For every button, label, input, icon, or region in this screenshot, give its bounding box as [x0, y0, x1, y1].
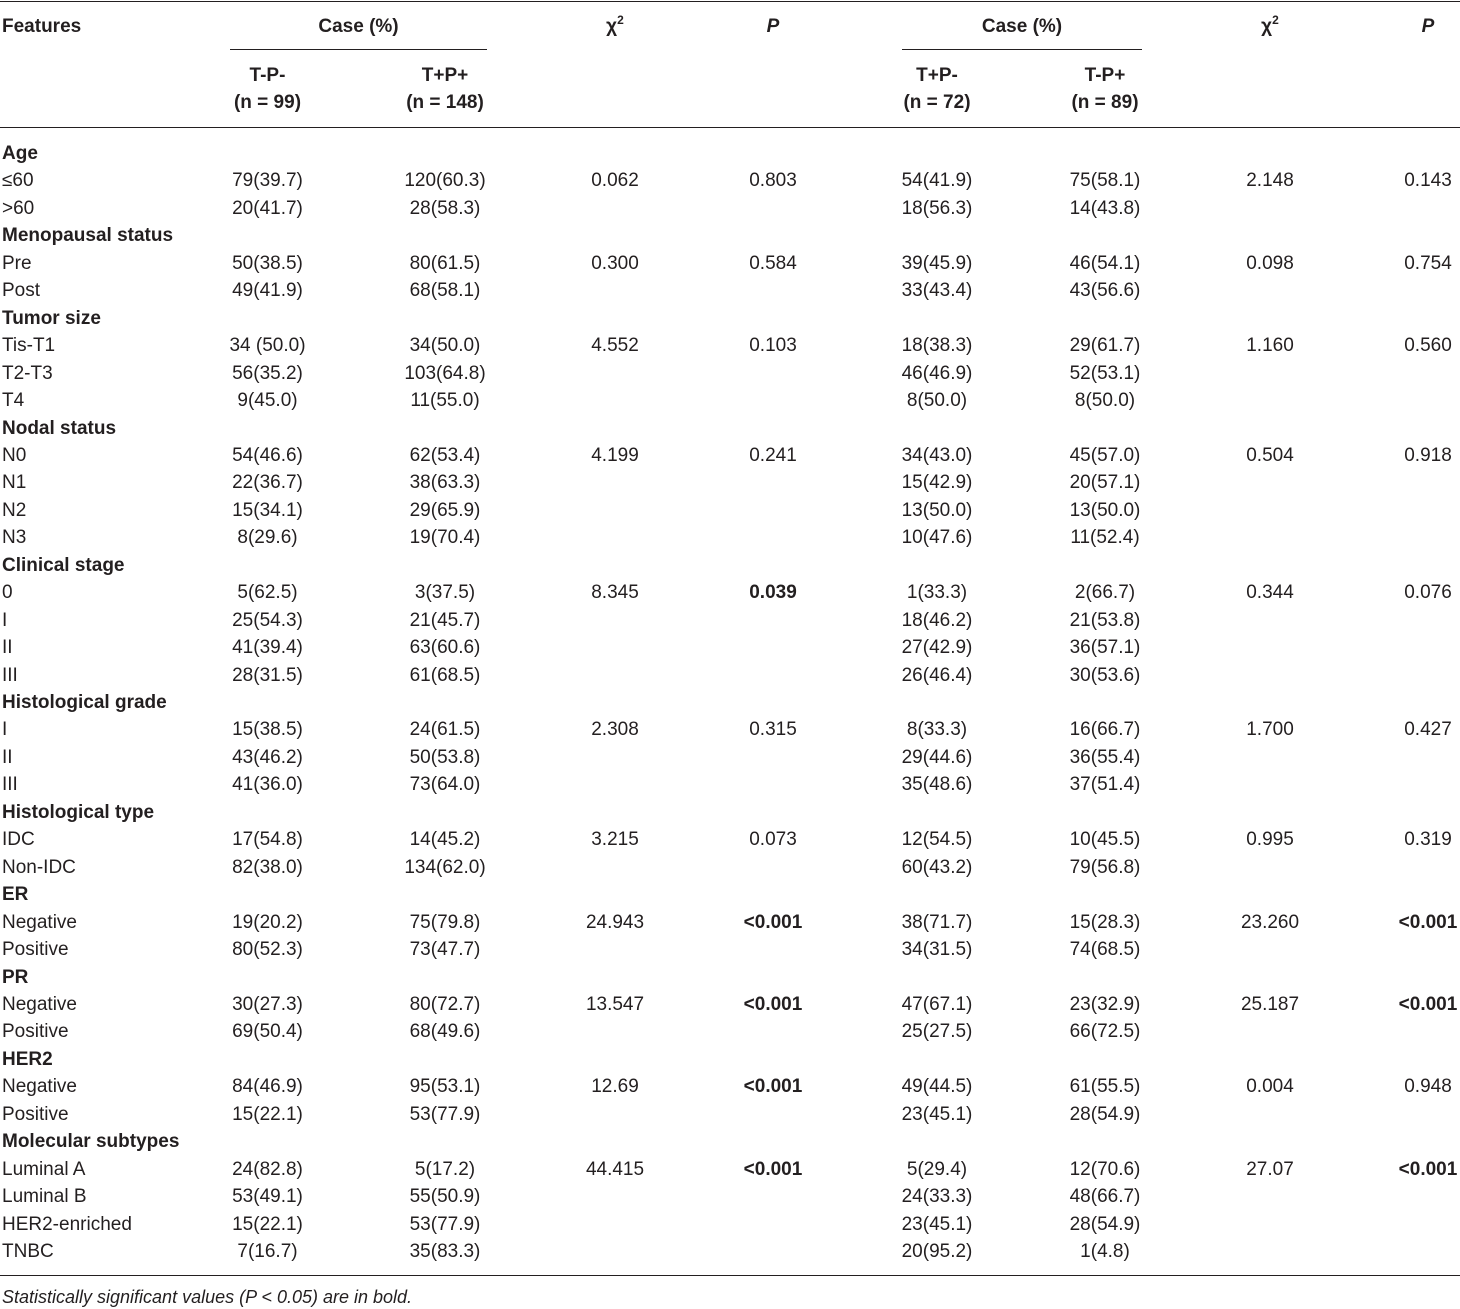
category-label: ER: [2, 884, 29, 906]
category-label: Histological type: [2, 801, 155, 823]
table-cell-c7: 0.995: [1246, 829, 1294, 851]
table-row: [0, 195, 1460, 223]
table-cell-c1: 25(54.3): [232, 609, 303, 631]
row-label: IDC: [2, 829, 35, 851]
row-label: N0: [2, 444, 27, 466]
table-cell-c1: 19(20.2): [232, 911, 303, 933]
table-cell-c8: <0.001: [1398, 993, 1458, 1015]
table-cell-c2: 80(61.5): [409, 252, 481, 274]
table-cell-c1: 22(36.7): [232, 472, 303, 494]
table-cell-c8: 0.076: [1404, 582, 1452, 604]
table-cell-c5: 23(45.1): [901, 1213, 973, 1235]
table-cell-c6: 11(52.4): [1070, 527, 1140, 549]
row-label: Positive: [2, 1103, 69, 1125]
table-row: [0, 442, 1460, 470]
table-cell-c2: 73(64.0): [409, 774, 481, 796]
row-label: II: [2, 746, 13, 768]
table-cell-c8: 0.143: [1404, 170, 1452, 192]
row-label: HER2-enriched: [2, 1213, 132, 1235]
table-cell-c5: 60(43.2): [901, 856, 973, 878]
table-cell-c7: 27.07: [1246, 1158, 1294, 1180]
table-bottom-rule: [0, 1275, 1460, 1276]
row-label: Negative: [2, 1076, 77, 1098]
header-group-1-name: T-P-: [249, 65, 286, 86]
table-cell-c6: 28(54.9): [1069, 1213, 1141, 1235]
category-row: [0, 1046, 1460, 1074]
table-cell-c5: 18(56.3): [901, 197, 973, 219]
table-cell-c1: 80(52.3): [232, 939, 303, 961]
table-cell-c1: 69(50.4): [232, 1021, 303, 1043]
table-cell-c3: 24.943: [585, 911, 645, 933]
table-cell-c5: 34(43.0): [901, 444, 973, 466]
chi-superscript: 2: [1272, 12, 1279, 27]
table-cell-c4: 0.073: [749, 829, 797, 851]
table-cell-c1: 41(36.0): [232, 774, 303, 796]
table-cell-c5: 23(45.1): [901, 1103, 973, 1125]
header-group-1-n: (n = 99): [233, 92, 302, 113]
category-label: Menopausal status: [2, 225, 174, 247]
row-label: Post: [2, 280, 41, 302]
table-cell-c6: 43(56.6): [1069, 280, 1141, 302]
table-cell-c3: 4.552: [591, 335, 639, 357]
table-cell-c1: 34 (50.0): [229, 335, 306, 357]
row-label: Tis-T1: [2, 335, 56, 357]
table-cell-c1: 49(41.9): [232, 280, 303, 302]
table-row: [0, 497, 1460, 525]
table-cell-c6: 15(28.3): [1069, 911, 1141, 933]
table-cell-c4: <0.001: [743, 1158, 803, 1180]
table-cell-c4: <0.001: [743, 1076, 803, 1098]
table-cell-c5: 8(50.0): [906, 390, 968, 412]
table-cell-c6: 36(57.1): [1069, 637, 1141, 659]
table-row: [0, 360, 1460, 388]
header-chi-right: [1210, 13, 1330, 40]
table-cell-c7: 2.148: [1246, 170, 1294, 192]
table-cell-c1: 24(82.8): [232, 1158, 303, 1180]
table-cell-c2: 134(62.0): [404, 856, 486, 878]
row-label: TNBC: [2, 1241, 54, 1262]
table-cell-c6: 52(53.1): [1069, 362, 1141, 384]
table-cell-c2: 73(47.7): [409, 939, 481, 961]
header-group-2-n: (n = 148): [406, 92, 484, 113]
table-row: [0, 524, 1460, 552]
table-cell-c7: 25.187: [1240, 993, 1300, 1015]
table-cell-c1: 7(16.7): [237, 1241, 298, 1262]
table-cell-c5: 27(42.9): [901, 637, 973, 659]
table-cell-c3: 4.199: [591, 444, 639, 466]
row-label: III: [2, 774, 18, 796]
table-cell-c1: 53(49.1): [232, 1186, 303, 1208]
table-cell-c5: 29(44.6): [901, 746, 973, 768]
table-cell-c2: 62(53.4): [409, 444, 481, 466]
table-row: [0, 716, 1460, 744]
table-cell-c1: 30(27.3): [232, 993, 303, 1015]
table-cell-c6: 48(66.7): [1069, 1186, 1141, 1208]
row-label: Negative: [2, 911, 77, 933]
category-label: Tumor size: [2, 307, 101, 329]
category-row: [0, 881, 1460, 909]
table-cell-c8: 0.918: [1404, 444, 1452, 466]
table-cell-c4: 0.315: [749, 719, 797, 741]
table-cell-c7: 1.700: [1246, 719, 1294, 741]
table-cell-c6: 75(58.1): [1069, 170, 1141, 192]
table-cell-c2: 24(61.5): [409, 719, 481, 741]
table-row: [0, 1018, 1460, 1046]
table-cell-c2: 21(45.7): [409, 609, 481, 631]
table-cell-c5: 25(27.5): [901, 1021, 973, 1043]
table-cell-c6: 46(54.1): [1069, 252, 1141, 274]
table-cell-c4: <0.001: [743, 911, 803, 933]
table-cell-c5: 13(50.0): [901, 499, 973, 521]
table-cell-c1: 82(38.0): [232, 856, 303, 878]
category-row: [0, 689, 1460, 717]
table-row: [0, 607, 1460, 635]
table-cell-c6: 12(70.6): [1069, 1158, 1141, 1180]
category-label: PR: [2, 966, 29, 988]
row-label: Positive: [2, 1021, 69, 1043]
table-cell-c1: 5(62.5): [237, 582, 298, 604]
row-label: II: [2, 637, 13, 659]
table-cell-c5: 35(48.6): [901, 774, 973, 796]
table-cell-c5: 24(33.3): [901, 1186, 973, 1208]
row-label: Pre: [2, 252, 32, 274]
table-cell-c2: 103(64.8): [404, 362, 486, 384]
chi-symbol: χ: [1261, 16, 1273, 37]
table-cell-c5: 18(46.2): [901, 609, 973, 631]
category-label: Histological grade: [2, 692, 167, 713]
table-cell-c6: 37(51.4): [1069, 774, 1141, 796]
table-cell-c6: 16(66.7): [1069, 719, 1141, 741]
header-chi-left: [555, 13, 675, 40]
table-cell-c3: 0.062: [591, 170, 639, 192]
table-cell-c5: 38(71.7): [901, 911, 973, 933]
table-cell-c5: 47(67.1): [901, 993, 973, 1015]
table-row: [0, 167, 1460, 195]
table-cell-c7: 0.098: [1246, 252, 1294, 274]
table-cell-c6: 10(45.5): [1069, 829, 1141, 851]
table-row: [0, 1238, 1460, 1266]
table-cell-c1: 15(22.1): [232, 1213, 303, 1235]
row-label: >60: [2, 197, 35, 219]
table-row: [0, 854, 1460, 882]
table-cell-c2: 53(77.9): [409, 1103, 481, 1125]
header-p-left: P: [766, 16, 780, 37]
row-label: Negative: [2, 993, 77, 1015]
table-cell-c2: 50(53.8): [409, 746, 481, 768]
table-cell-c1: 17(54.8): [232, 829, 303, 851]
table-row: [0, 1156, 1460, 1184]
table-cell-c2: 61(68.5): [409, 664, 481, 686]
row-label: 0: [2, 582, 13, 604]
table-cell-c5: 33(43.4): [901, 280, 973, 302]
table-cell-c7: 0.004: [1246, 1076, 1294, 1098]
table-cell-c3: 3.215: [591, 829, 639, 851]
header-group-4-name: T-P+: [1084, 65, 1126, 86]
category-row: [0, 140, 1460, 168]
table-cell-c4: 0.241: [749, 444, 797, 466]
table-cell-c6: 61(55.5): [1069, 1076, 1141, 1098]
table-cell-c4: 0.803: [749, 170, 797, 192]
table-cell-c1: 50(38.5): [232, 252, 303, 274]
table-cell-c2: 28(58.3): [409, 197, 481, 219]
case-right-underline: [902, 49, 1142, 50]
table-cell-c2: 55(50.9): [409, 1186, 481, 1208]
table-cell-c2: 53(77.9): [409, 1213, 481, 1235]
row-label: T2-T3: [2, 362, 53, 384]
top-rule: [0, 1, 1460, 2]
table-cell-c2: 95(53.1): [409, 1076, 481, 1098]
table-cell-c2: 5(17.2): [414, 1158, 476, 1180]
row-label: N2: [2, 499, 27, 521]
table-cell-c4: 0.039: [749, 582, 797, 604]
category-row: [0, 415, 1460, 443]
row-label: N1: [2, 472, 27, 494]
table-cell-c1: 41(39.4): [232, 637, 303, 659]
table-cell-c1: 15(34.1): [232, 499, 303, 521]
table-cell-c2: 68(58.1): [409, 280, 481, 302]
table-cell-c2: 68(49.6): [409, 1021, 481, 1043]
table-row: [0, 1101, 1460, 1129]
table-cell-c7: 23.260: [1240, 911, 1300, 933]
table-cell-c7: 0.344: [1246, 582, 1294, 604]
table-cell-c1: 43(46.2): [232, 746, 303, 768]
table-cell-c1: 28(31.5): [232, 664, 303, 686]
header-p-right: P: [1421, 16, 1435, 37]
table-cell-c6: 13(50.0): [1069, 499, 1141, 521]
table-cell-c1: 9(45.0): [237, 390, 298, 412]
table-cell-c6: 23(32.9): [1069, 993, 1141, 1015]
table-row: [0, 579, 1460, 607]
table-cell-c6: 66(72.5): [1069, 1021, 1141, 1043]
table-cell-c6: 74(68.5): [1069, 939, 1141, 961]
table-row: [0, 991, 1460, 1019]
header-case-right: Case (%): [981, 16, 1063, 37]
table-cell-c6: 79(56.8): [1069, 856, 1141, 878]
table-row: [0, 662, 1460, 690]
table-cell-c1: 20(41.7): [232, 197, 303, 219]
table-row: [0, 469, 1460, 497]
table-cell-c6: 28(54.9): [1069, 1103, 1141, 1125]
category-label: Molecular subtypes: [2, 1131, 180, 1153]
table-cell-c1: 54(46.6): [232, 444, 303, 466]
table-cell-c8: <0.001: [1398, 911, 1458, 933]
case-left-underline: [230, 49, 487, 50]
table-cell-c5: 12(54.5): [901, 829, 973, 851]
row-label: ≤60: [2, 170, 34, 192]
table-cell-c6: 8(50.0): [1074, 390, 1136, 412]
table-cell-c5: 34(31.5): [901, 939, 973, 961]
table-cell-c6: 36(55.4): [1069, 746, 1141, 768]
table-row: [0, 387, 1460, 415]
row-label: N3: [2, 527, 27, 549]
table-cell-c8: <0.001: [1398, 1158, 1458, 1180]
table-row: [0, 936, 1460, 964]
table-cell-c5: 1(33.3): [906, 582, 968, 604]
row-label: T4: [2, 390, 25, 412]
table-cell-c5: 20(95.2): [901, 1241, 973, 1262]
header-group-4-n: (n = 89): [1071, 92, 1139, 113]
table-cell-c6: 21(53.8): [1069, 609, 1141, 631]
category-row: [0, 222, 1460, 250]
table-row: [0, 909, 1460, 937]
row-label: Luminal A: [2, 1158, 86, 1180]
table-cell-c7: 1.160: [1246, 335, 1294, 357]
table-cell-c4: 0.103: [749, 335, 797, 357]
table-cell-c3: 8.345: [591, 582, 639, 604]
header-case-left: Case (%): [318, 16, 399, 37]
table-cell-c1: 15(22.1): [232, 1103, 303, 1125]
chi-symbol: χ: [606, 16, 618, 37]
table-cell-c6: 20(57.1): [1069, 472, 1141, 494]
header-bottom-rule: [0, 127, 1460, 128]
table-cell-c5: 18(38.3): [901, 335, 973, 357]
table-row: [0, 277, 1460, 305]
table-cell-c1: 84(46.9): [232, 1076, 303, 1098]
table-cell-c6: 2(66.7): [1074, 582, 1136, 604]
category-label: Age: [2, 143, 38, 164]
category-label: Clinical stage: [2, 554, 125, 576]
table-row: [0, 332, 1460, 360]
table-cell-c5: 5(29.4): [906, 1158, 968, 1180]
row-label: Positive: [2, 939, 69, 961]
category-label: Nodal status: [2, 417, 117, 439]
table-cell-c2: 38(63.3): [409, 472, 481, 494]
table-cell-c2: 75(79.8): [409, 911, 481, 933]
table-cell-c5: 26(46.4): [901, 664, 973, 686]
table-row: [0, 1211, 1460, 1239]
table-footnote: Statistically significant values (P < 0.05) are in bold.: [2, 1287, 413, 1307]
header-group-3-name: T+P-: [916, 65, 958, 86]
table-cell-c3: 2.308: [591, 719, 639, 741]
table-cell-c3: 12.69: [591, 1076, 639, 1098]
table-cell-c2: 80(72.7): [409, 993, 481, 1015]
table-cell-c8: 0.754: [1404, 252, 1452, 274]
table-cell-c1: 15(38.5): [232, 719, 303, 741]
table-cell-c2: 3(37.5): [414, 582, 476, 604]
table-cell-c2: 14(45.2): [409, 829, 481, 851]
row-label: III: [2, 664, 18, 686]
category-row: [0, 799, 1460, 827]
table-cell-c5: 54(41.9): [901, 170, 973, 192]
table-cell-c2: 120(60.3): [404, 170, 486, 192]
table-cell-c2: 34(50.0): [409, 335, 481, 357]
table-cell-c5: 46(46.9): [901, 362, 973, 384]
table-cell-c1: 8(29.6): [237, 527, 298, 549]
table-cell-c8: 0.427: [1404, 719, 1452, 741]
category-row: [0, 1128, 1460, 1156]
table-row: [0, 744, 1460, 772]
row-label: Non-IDC: [2, 856, 76, 878]
header-group-2-name: T+P+: [421, 65, 469, 86]
header-features: Features: [2, 16, 82, 37]
category-row: [0, 305, 1460, 333]
table-row: [0, 826, 1460, 854]
table-cell-c6: 30(53.6): [1069, 664, 1141, 686]
chi-superscript: 2: [617, 12, 624, 27]
table-cell-c6: 45(57.0): [1069, 444, 1141, 466]
table-cell-c6: 14(43.8): [1069, 197, 1141, 219]
category-row: [0, 964, 1460, 992]
table-row: [0, 250, 1460, 278]
row-label: I: [2, 719, 8, 741]
table-cell-c8: 0.948: [1404, 1076, 1452, 1098]
row-label: I: [2, 609, 8, 631]
table-cell-c4: 0.584: [749, 252, 797, 274]
table-cell-c5: 15(42.9): [901, 472, 973, 494]
table-cell-c8: 0.560: [1404, 335, 1452, 357]
table-cell-c2: 19(70.4): [409, 527, 481, 549]
table-cell-c2: 11(55.0): [410, 390, 480, 412]
table-cell-c3: 13.547: [585, 993, 645, 1015]
table-cell-c2: 29(65.9): [409, 499, 481, 521]
table-cell-c3: 44.415: [585, 1158, 645, 1180]
table-row: [0, 1183, 1460, 1211]
table-cell-c1: 56(35.2): [232, 362, 303, 384]
table-cell-c4: <0.001: [743, 993, 803, 1015]
table-cell-c7: 0.504: [1246, 444, 1294, 466]
category-label: HER2: [2, 1048, 53, 1070]
row-label: Luminal B: [2, 1186, 87, 1208]
header-group-3-n: (n = 72): [903, 92, 971, 113]
table-cell-c3: 0.300: [591, 252, 639, 274]
table-cell-c2: 63(60.6): [409, 637, 481, 659]
table-cell-c5: 49(44.5): [901, 1076, 973, 1098]
table-cell-c6: 29(61.7): [1069, 335, 1141, 357]
table-cell-c5: 39(45.9): [901, 252, 973, 274]
table-cell-c1: 79(39.7): [232, 170, 303, 192]
table-cell-c6: 1(4.8): [1080, 1241, 1130, 1262]
table-row: [0, 1073, 1460, 1101]
table-cell-c8: 0.319: [1404, 829, 1452, 851]
category-row: [0, 552, 1460, 580]
table-row: [0, 634, 1460, 662]
table-cell-c2: 35(83.3): [409, 1241, 481, 1262]
table-row: [0, 771, 1460, 799]
table-cell-c5: 8(33.3): [906, 719, 968, 741]
table-cell-c5: 10(47.6): [901, 527, 973, 549]
